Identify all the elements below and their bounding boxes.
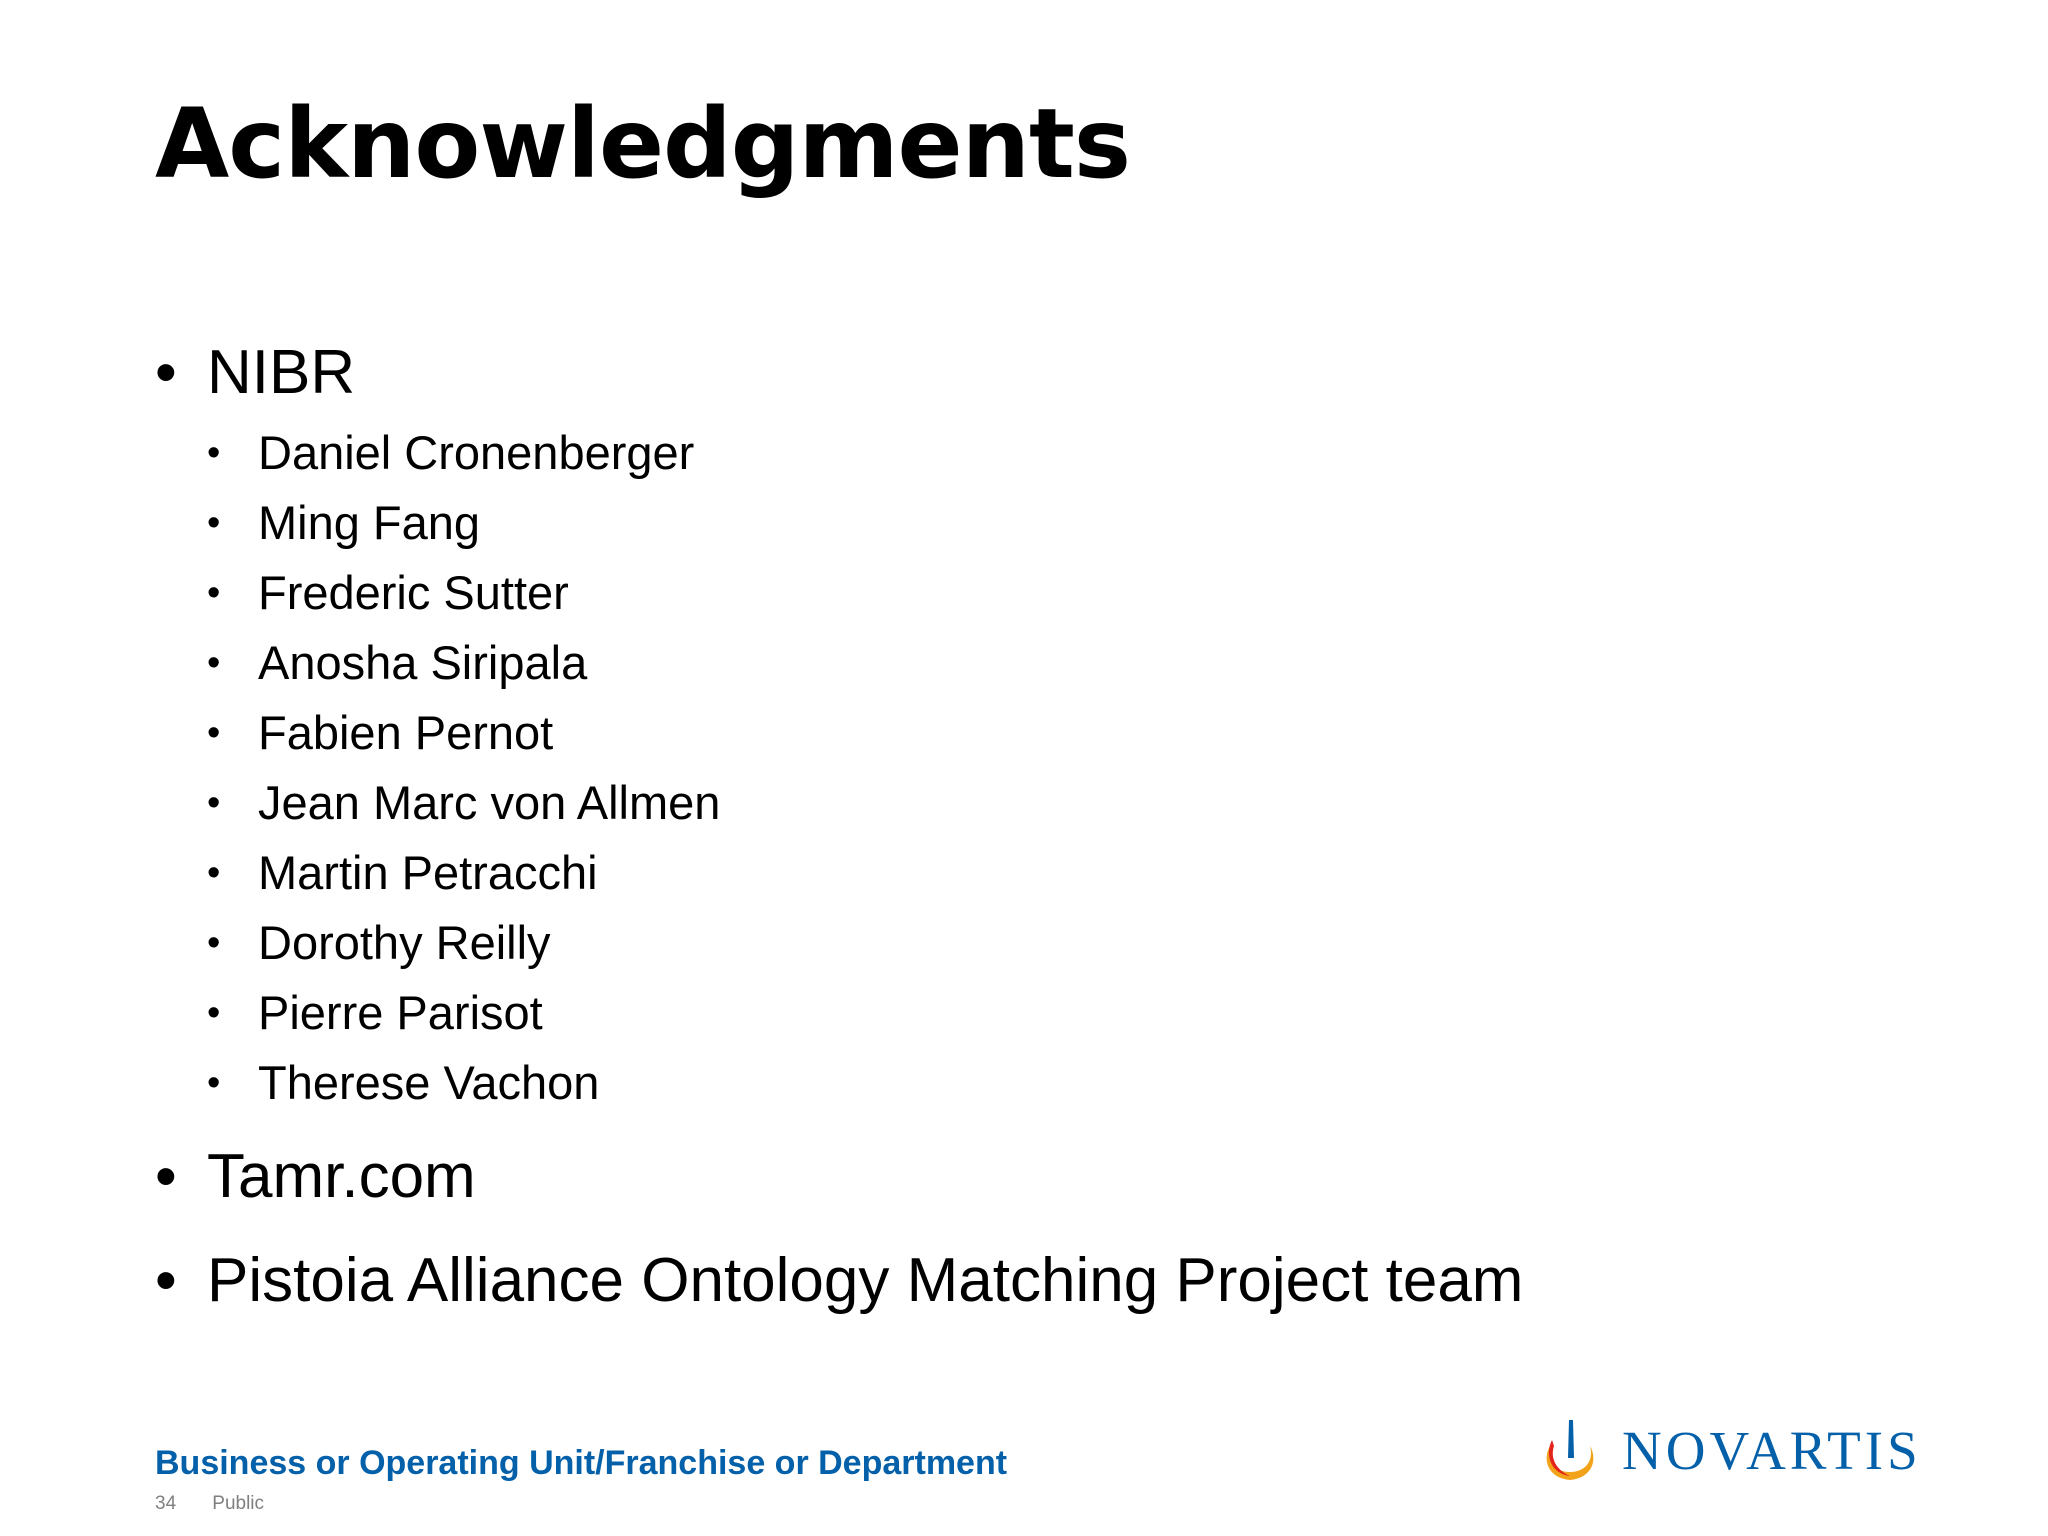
bullet-label: Tamr.com: [207, 1142, 476, 1211]
list-item: [155, 558, 1955, 628]
novartis-flame-icon: [1540, 1416, 1600, 1484]
bullet-label: Pistoia Alliance Ontology Matching Project team: [207, 1246, 1524, 1315]
bullet-icon: •: [155, 338, 177, 407]
sub-bullet-icon: •: [207, 782, 221, 824]
bullet-icon: •: [155, 1246, 177, 1315]
bullet-item-pistoia: [155, 1238, 1955, 1324]
bullet-label: NIBR: [207, 338, 356, 407]
bullet-list: [155, 330, 1955, 1324]
page-number: 34: [155, 1493, 177, 1514]
list-item: [155, 628, 1955, 698]
sub-bullet-icon: •: [207, 712, 221, 754]
bullet-item-nibr: [155, 330, 1955, 416]
sub-bullet-icon: •: [207, 992, 221, 1034]
person-name: Therese Vachon: [258, 1056, 600, 1109]
list-item: [155, 418, 1955, 488]
bullet-item-tamr: [155, 1134, 1955, 1220]
list-item: [155, 768, 1955, 838]
sub-bullet-icon: •: [207, 922, 221, 964]
list-item: [155, 1048, 1955, 1118]
bullet-icon: •: [155, 1142, 177, 1211]
list-item: [155, 978, 1955, 1048]
sub-bullet-icon: •: [207, 432, 221, 474]
person-name: Anosha Siripala: [258, 636, 588, 689]
list-item: [155, 838, 1955, 908]
sub-bullet-icon: •: [207, 502, 221, 544]
person-name: Frederic Sutter: [258, 566, 569, 619]
person-name: Martin Petracchi: [258, 846, 598, 899]
list-item: [155, 908, 1955, 978]
novartis-logo: [1540, 1410, 1922, 1490]
person-name: Jean Marc von Allmen: [258, 776, 721, 829]
sub-bullet-icon: •: [207, 642, 221, 684]
novartis-wordmark: NOVARTIS: [1622, 1419, 1922, 1481]
list-item: [155, 698, 1955, 768]
person-name: Fabien Pernot: [258, 706, 554, 759]
person-name: Dorothy Reilly: [258, 916, 551, 969]
slide-title: Acknowledgments: [155, 88, 1130, 200]
nibr-names-list: [155, 418, 1955, 1118]
sub-bullet-icon: •: [207, 572, 221, 614]
person-name: Ming Fang: [258, 496, 481, 549]
classification-label: Public: [212, 1493, 265, 1514]
person-name: Daniel Cronenberger: [258, 426, 695, 479]
person-name: Pierre Parisot: [258, 986, 543, 1039]
sub-bullet-icon: •: [207, 1062, 221, 1104]
list-item: [155, 488, 1955, 558]
sub-bullet-icon: •: [207, 852, 221, 894]
footer-unit-label: Business or Operating Unit/Franchise or Department: [155, 1444, 1008, 1482]
footer-meta: [155, 1492, 264, 1516]
